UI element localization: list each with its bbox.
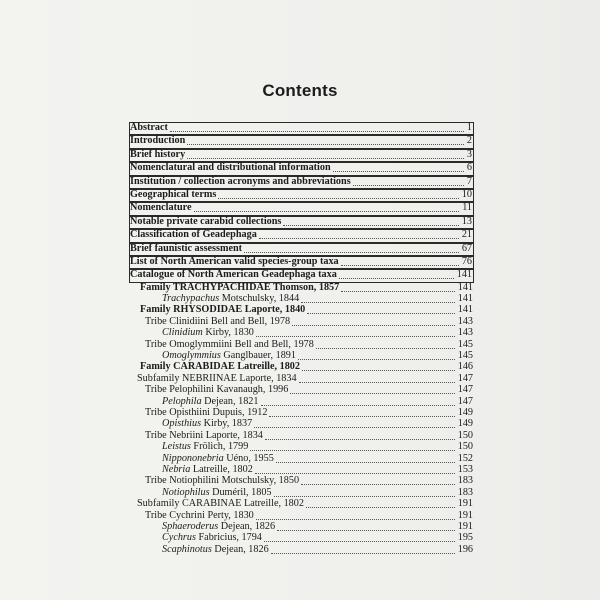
toc-entry-label <box>162 327 254 339</box>
toc-entry <box>129 216 474 229</box>
dot-leader <box>299 382 455 383</box>
toc-entry-page: 143 <box>457 315 473 327</box>
toc-entry-page: 149 <box>457 406 473 418</box>
toc-entry <box>130 545 474 556</box>
toc-entry-label: Subfamily NEBRIINAE Laporte, 1834 <box>137 372 297 384</box>
taxon-author: Latreille, 1802 <box>190 463 253 475</box>
dot-leader <box>339 278 454 279</box>
toc-entry-page: 7 <box>466 175 472 187</box>
taxon-author: Dejean, 1826 <box>218 520 276 532</box>
page-title: Contents <box>262 81 338 100</box>
dot-leader <box>341 291 455 292</box>
toc-entry-label: Institution / collection acronyms and abbreviations <box>130 175 351 187</box>
dot-leader <box>307 313 455 314</box>
toc-entry-page: 191 <box>457 509 473 521</box>
dot-leader <box>254 427 455 428</box>
toc-entry-label: Tribe Omoglymmiini Bell and Bell, 1978 <box>145 338 314 350</box>
dot-leader <box>290 393 455 394</box>
toc-entry-page: 6 <box>466 162 472 174</box>
toc-entry-label: Tribe Nebriini Laporte, 1834 <box>145 429 263 441</box>
dot-leader <box>306 507 455 508</box>
toc-entry-page: 147 <box>457 372 473 384</box>
toc-entry-page: 67 <box>461 242 472 254</box>
dot-leader <box>269 416 455 417</box>
taxon-name: Nippononebria <box>162 452 224 464</box>
toc-entry-page: 141 <box>456 269 472 281</box>
toc-entry-page: 143 <box>457 327 473 339</box>
taxon-name: Clinidium <box>162 327 203 339</box>
toc-entry-page: 147 <box>457 384 473 396</box>
toc-entry-page: 150 <box>457 429 473 441</box>
toc-entry <box>129 256 474 269</box>
toc-entry-page: 196 <box>457 543 473 555</box>
toc-entry <box>129 243 474 256</box>
dot-leader <box>277 530 455 531</box>
toc-entry-page: 195 <box>457 532 473 544</box>
dot-leader <box>316 348 455 349</box>
dot-leader <box>194 211 459 212</box>
taxon-name: Pelophila <box>162 395 202 407</box>
toc-entry-label: Classification of Geadephaga <box>130 229 257 241</box>
dot-leader <box>170 131 464 132</box>
dot-leader <box>292 325 455 326</box>
toc-entry-page: 1 <box>466 122 472 133</box>
dot-leader <box>271 553 455 554</box>
taxon-author: Uéno, 1955 <box>223 452 274 464</box>
dot-leader <box>255 473 455 474</box>
toc-entry-label: Family CARABIDAE Latreille, 1802 <box>140 361 300 373</box>
taxon-author: Dejean, 1826 <box>211 543 269 555</box>
toc-entry-page: 153 <box>457 463 473 475</box>
toc-entry-page: 141 <box>457 293 473 305</box>
toc-entry-page: 141 <box>457 281 473 293</box>
taxon-author: Kirby, 1837 <box>201 418 253 430</box>
toc-entry-page: 13 <box>461 215 472 227</box>
taxon-name: Trachypachus <box>162 293 220 305</box>
toc-entry-label <box>162 453 274 465</box>
toc-entry-label <box>162 396 259 408</box>
toc-entry-page: 3 <box>466 148 472 160</box>
taxon-author: Frölich, 1799 <box>190 441 249 453</box>
toc-entry-label: Catalogue of North American Geadephaga taxa <box>130 269 337 281</box>
taxon-name: Cychrus <box>162 532 196 544</box>
dot-leader <box>250 450 455 451</box>
toc-entry <box>129 149 474 162</box>
toc-entry-label <box>162 441 248 453</box>
dot-leader <box>298 359 455 360</box>
dot-leader <box>259 238 459 239</box>
dot-leader <box>264 541 455 542</box>
dot-leader <box>301 484 455 485</box>
toc-entry-label <box>162 532 262 544</box>
taxon-name: Omoglymmius <box>162 350 221 362</box>
toc-entry-label <box>162 487 272 499</box>
taxon-author: Dejean, 1821 <box>201 395 259 407</box>
toc-entry <box>129 229 474 242</box>
toc-entry-label <box>162 350 296 362</box>
toc-entry-label: Tribe Pelophilini Kavanaugh, 1996 <box>145 384 289 396</box>
toc-entry-page: 191 <box>457 498 473 510</box>
toc-entry-page: 145 <box>457 338 473 350</box>
toc-entry-label: Tribe Clinidiini Bell and Bell, 1978 <box>145 315 291 327</box>
taxon-author: Motschulsky, 1844 <box>219 293 300 305</box>
taxon-author: Kirby, 1830 <box>202 327 254 339</box>
dot-leader <box>274 496 455 497</box>
toc-entry-label <box>162 464 253 476</box>
toc-entry-label: List of North American valid species-group taxa <box>130 255 339 267</box>
toc-entry <box>129 135 474 148</box>
toc-entry-page: 21 <box>461 229 472 241</box>
toc-entry-label: Family RHYSODIDAE Laporte, 1840 <box>140 304 306 316</box>
toc-entry-label: Tribe Notiophilini Motschulsky, 1850 <box>145 475 300 487</box>
toc-entry-label: Family TRACHYPACHIDAE Thomson, 1857 <box>140 281 340 293</box>
toc-entry-page: 2 <box>466 135 472 147</box>
toc-entry-label: Subfamily CARABINAE Latreille, 1802 <box>137 498 304 510</box>
toc-entry <box>129 269 474 282</box>
toc-entry-page: 152 <box>457 452 473 464</box>
dot-leader <box>341 265 459 266</box>
taxon-name: Nebria <box>162 463 191 475</box>
toc-entry-label <box>162 418 252 430</box>
toc-entry-page: 76 <box>461 255 472 267</box>
dot-leader <box>256 336 455 337</box>
toc-entry-label: Notable private carabid collections <box>130 215 282 227</box>
toc-entry-label: Tribe Opisthiini Dupuis, 1912 <box>145 406 268 418</box>
toc-entry-label: Geographical terms <box>130 188 217 200</box>
toc-entry <box>129 202 474 215</box>
toc-entry-label: Abstract <box>130 122 168 133</box>
dot-leader <box>256 519 455 520</box>
toc-entry-label: Tribe Cychrini Perty, 1830 <box>145 509 254 521</box>
toc-entry-label: Brief history <box>130 148 186 160</box>
taxon-name: Opisthius <box>162 418 202 430</box>
toc-entry-page: 147 <box>457 395 473 407</box>
toc-entry-label <box>162 293 299 305</box>
dot-leader <box>218 198 459 199</box>
toc-entry-label: Introduction <box>130 135 186 147</box>
toc-entry-page: 145 <box>457 350 473 362</box>
taxon-author: Ganglbauer, 1891 <box>220 350 296 362</box>
toc-entry-label: Nomenclatural and distributional information <box>130 162 331 174</box>
toc-entry-label <box>162 544 269 556</box>
toc-entry-page: 10 <box>461 188 472 200</box>
dot-leader <box>187 144 464 145</box>
dot-leader <box>187 158 464 159</box>
dot-leader <box>353 185 464 186</box>
dot-leader <box>265 439 455 440</box>
toc-entry-page: 183 <box>457 475 473 487</box>
dot-leader <box>276 462 455 463</box>
dot-leader <box>333 171 464 172</box>
toc-entry-page: 141 <box>457 304 473 316</box>
toc-entry-page: 149 <box>457 418 473 430</box>
taxon-author: Fabricius, 1794 <box>195 532 262 544</box>
toc-entry-page: 146 <box>457 361 473 373</box>
toc-entry-page: 183 <box>457 486 473 498</box>
toc-entry <box>129 176 474 189</box>
toc-entry <box>129 189 474 202</box>
dot-leader <box>302 370 455 371</box>
toc-entry-page: 11 <box>462 202 472 214</box>
toc-entry <box>129 122 474 135</box>
toc-entry-label <box>162 521 275 533</box>
toc-entry-label: Nomenclature <box>130 202 192 214</box>
taxon-name: Notiophilus <box>162 486 210 498</box>
dot-leader <box>283 225 459 226</box>
taxon-author: Duméril, 1805 <box>209 486 272 498</box>
table-of-contents <box>130 122 474 556</box>
toc-entry-page: 150 <box>457 441 473 453</box>
dot-leader <box>261 405 455 406</box>
toc-entry <box>129 162 474 175</box>
dot-leader <box>244 252 459 253</box>
toc-entry-page: 191 <box>457 520 473 532</box>
taxon-name: Scaphinotus <box>162 543 212 555</box>
dot-leader <box>301 302 455 303</box>
taxon-name: Sphaeroderus <box>162 520 219 532</box>
toc-entry-label: Brief faunistic assessment <box>130 242 243 254</box>
taxon-name: Leistus <box>162 441 191 453</box>
